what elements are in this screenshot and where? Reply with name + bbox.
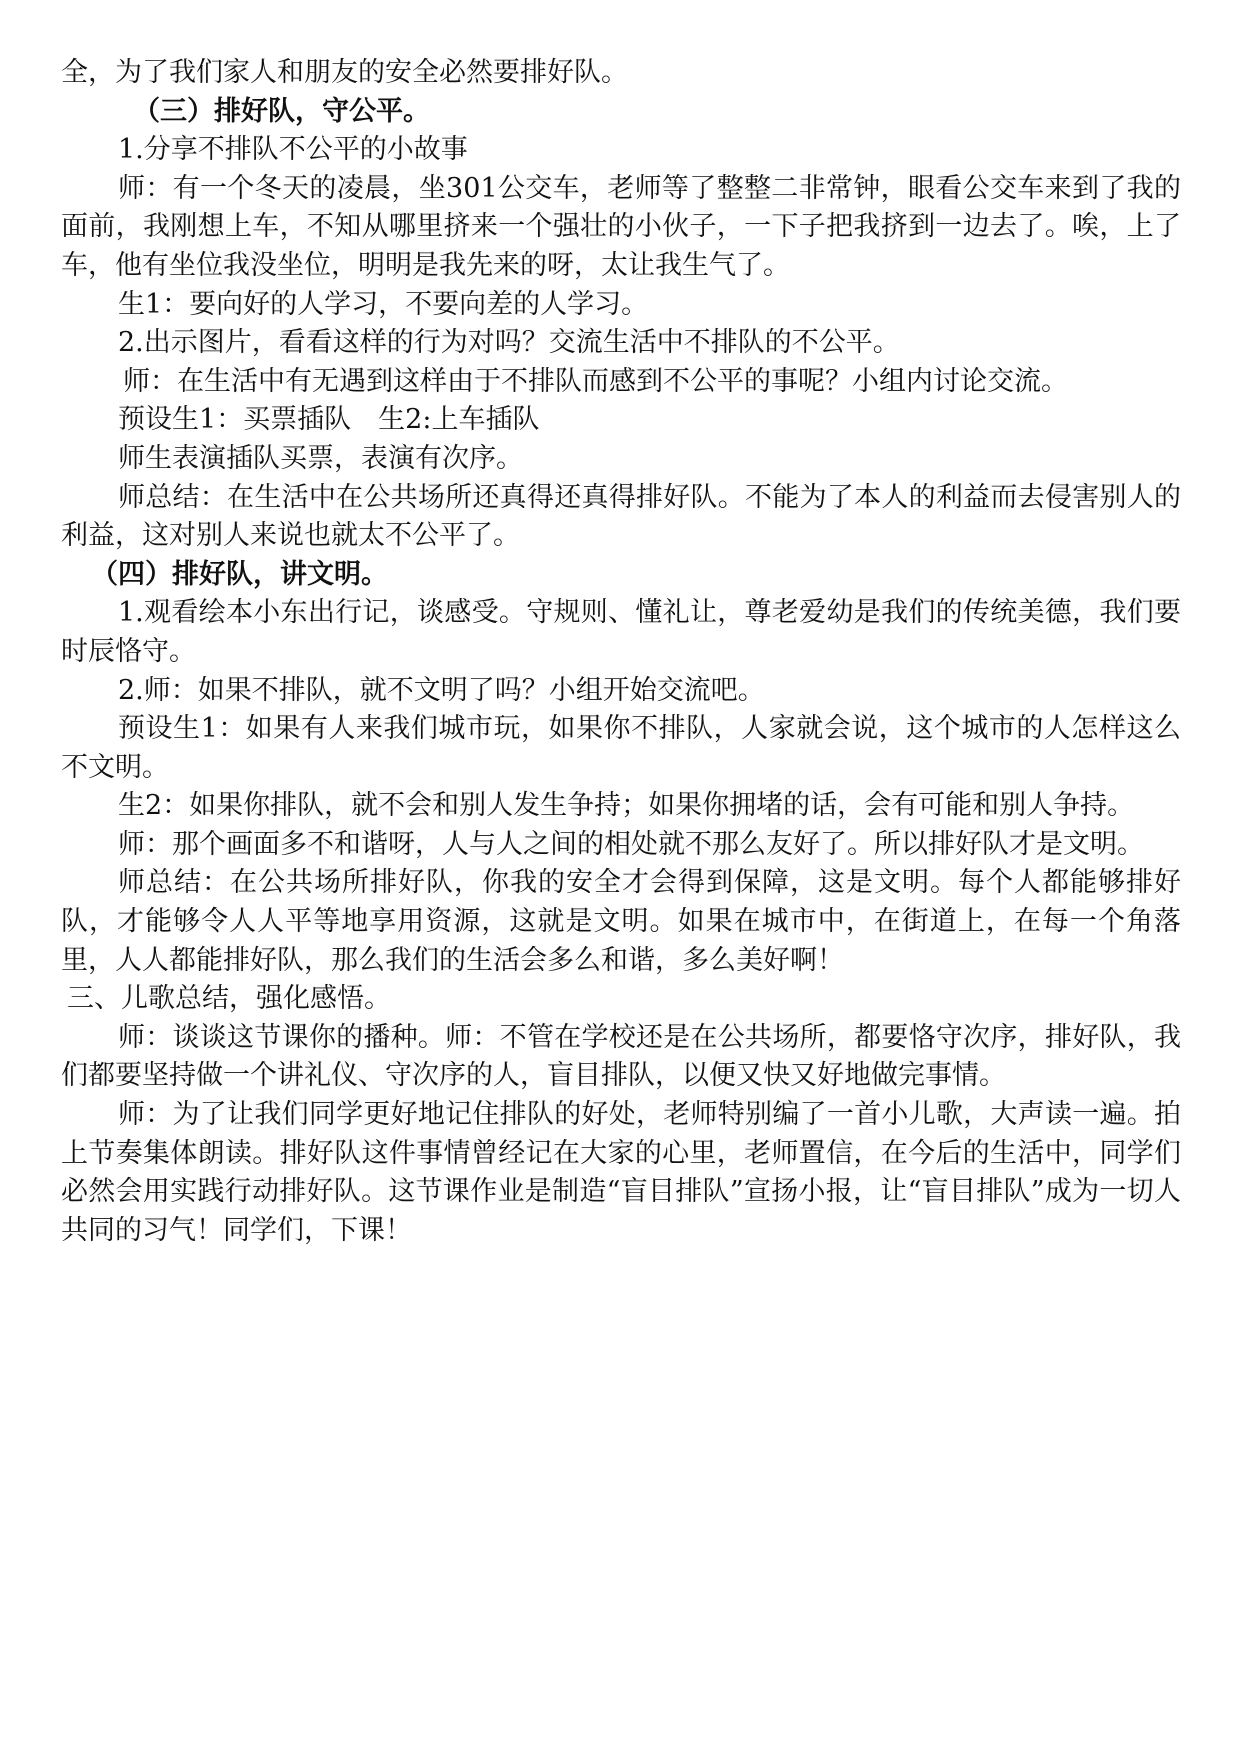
section-heading-main-3: 三、儿歌总结，强化感悟。 xyxy=(67,983,391,1015)
paragraph-continuation: 全，为了我们家人和朋友的安全必然要排好队。 xyxy=(61,57,628,88)
paragraph-item-1: 1.分享不排队不公平的小故事 xyxy=(118,134,468,166)
paragraph-teacher-closing: 师：为了让我们同学更好地记住排队的好处，老师特别编了一首小儿歌，大声读一遍。拍上节奏集体朗读。排好队这件事情曾经记在大家的心里，老师置信，在今后的生活中，同学们必然会用实践行动排好队。这节课作业是制造“盲目排队”宣扬小报，让“盲目排队”成为一切人共同的习气！同学们，下课！ xyxy=(61,1099,1181,1246)
paragraph-roleplay: 师生表演插队买票，表演有次序。 xyxy=(118,442,523,474)
paragraph-teacher-question: 师：在生活中有无遇到这样由于不排队而感到不公平的事呢？小组内讨论交流。 xyxy=(123,365,1068,397)
paragraph-item-2: 2.出示图片，看看这样的行为对吗？交流生活中不排队的不公平。 xyxy=(118,327,900,359)
paragraph-preset: 预设生1：买票插队 生2:上车插队 xyxy=(118,404,540,436)
paragraph-summary-fairness: 师总结：在生活中在公共场所还真得还真得排好队。不能为了本人的利益而去侵害别人的利益，这对别人来说也就太不公平了。 xyxy=(61,481,1181,552)
paragraph-teacher-harvest: 师：谈谈这节课你的播种。师：不管在学校还是在公共场所，都要恪守次序，排好队，我们都要坚持做一个讲礼仪、守次序的人，盲目排队，以便又快又好地做完事情。 xyxy=(61,1021,1181,1092)
document-page xyxy=(61,54,1181,1250)
paragraph-teacher-harmony: 师：那个画面多不和谐呀，人与人之间的相处就不那么友好了。所以排好队才是文明。 xyxy=(118,828,1144,860)
paragraph-discussion: 2.师：如果不排队，就不文明了吗？小组开始交流吧。 xyxy=(118,674,765,706)
section-heading-4: （四）排好队，讲文明。 xyxy=(91,558,388,590)
paragraph-picture-book: 1.观看绘本小东出行记，谈感受。守规则、懂礼让，尊老爱幼是我们的传统美德，我们要时辰恪守。 xyxy=(61,597,1181,667)
paragraph-summary-civility: 师总结：在公共场所排好队，你我的安全才会得到保障，这是文明。每个人都能够排好队，才能够令人人平等地享用资源，这就是文明。如果在城市中，在街道上，在每一个角落里，人人都能排好队，那么我们的生活会多么和谐，多么美好啊！ xyxy=(61,867,1181,976)
paragraph-student-2: 生2：如果你排队，就不会和别人发生争持；如果你拥堵的话，会有可能和别人争持。 xyxy=(118,790,1135,822)
paragraph-teacher-story: 师：有一个冬天的凌晨，坐301公交车，老师等了整整二非常钟，眼看公交车来到了我的面前，我刚想上车，不知从哪里挤来一个强壮的小伙子，一下子把我挤到一边去了。唉，上了车，他有坐位我没坐位，明明是我先来的呀，太让我生气了。 xyxy=(61,172,1181,281)
section-heading-3: （三）排好队，守公平。 xyxy=(133,95,430,127)
paragraph-student-1: 生1：要向好的人学习，不要向差的人学习。 xyxy=(118,288,649,320)
paragraph-preset-student-1: 预设生1：如果有人来我们城市玩，如果你不排队，人家就会说，这个城市的人怎样这么不文明。 xyxy=(61,713,1181,783)
